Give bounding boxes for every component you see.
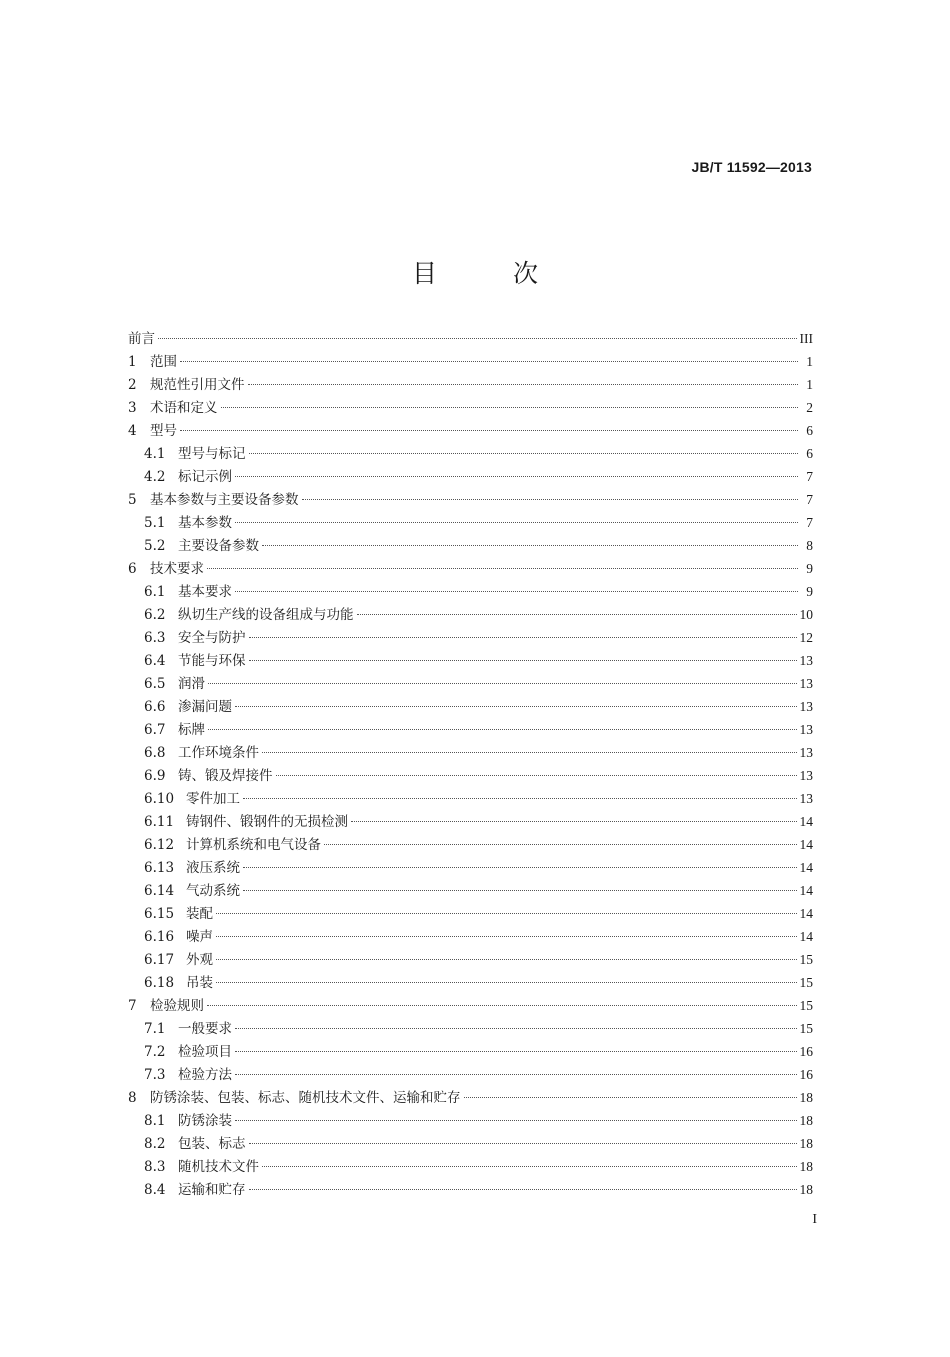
toc-entry-page: 15 (799, 1021, 813, 1036)
toc-entry-number: 6.1 (144, 584, 166, 600)
toc-entry-label: 术语和定义 (150, 400, 218, 416)
toc-entry-number: 5.2 (144, 538, 166, 554)
toc-entry-page: 7 (806, 469, 813, 484)
page-title: 目 次 (412, 259, 572, 288)
toc-entry-number: 3 (128, 400, 137, 416)
toc-entry[interactable] (128, 1109, 813, 1132)
dot-leader (208, 729, 797, 730)
table-of-contents (128, 327, 813, 1201)
toc-entry[interactable] (128, 396, 813, 419)
dot-leader (216, 913, 797, 914)
toc-entry[interactable] (128, 488, 813, 511)
toc-entry[interactable] (128, 741, 813, 764)
dot-leader (249, 453, 799, 454)
toc-entry-label: 液压系统 (186, 860, 240, 876)
toc-entry-number: 8 (128, 1090, 137, 1106)
toc-entry-page: 13 (799, 791, 813, 806)
toc-entry-page: 7 (806, 515, 813, 530)
toc-entry[interactable] (128, 350, 813, 373)
toc-entry-label: 防锈涂装 (178, 1113, 232, 1129)
toc-entry[interactable] (128, 925, 813, 948)
dot-leader (243, 867, 797, 868)
toc-entry-number: 4 (128, 423, 137, 439)
dot-leader (216, 936, 797, 937)
toc-entry[interactable] (128, 1017, 813, 1040)
toc-entry-number: 8.1 (144, 1113, 166, 1129)
toc-entry[interactable] (128, 764, 813, 787)
toc-entry[interactable] (128, 695, 813, 718)
toc-entry-page: 18 (799, 1136, 813, 1151)
toc-entry-page: 15 (799, 952, 813, 967)
toc-entry-page: 1 (806, 354, 813, 369)
toc-entry[interactable] (128, 649, 813, 672)
dot-leader (216, 982, 797, 983)
toc-entry[interactable] (128, 971, 813, 994)
toc-entry-number: 6.12 (144, 837, 175, 853)
toc-entry[interactable] (128, 994, 813, 1017)
toc-entry-page: 10 (799, 607, 813, 622)
toc-entry-label: 基本要求 (178, 584, 232, 600)
toc-entry-page: 7 (806, 492, 813, 507)
toc-entry[interactable] (128, 419, 813, 442)
toc-entry-label: 检验规则 (150, 998, 204, 1014)
toc-entry-label: 外观 (186, 952, 213, 968)
toc-entry-page: 13 (799, 653, 813, 668)
toc-entry-label: 基本参数 (178, 515, 232, 531)
toc-entry-label: 铸、锻及焊接件 (178, 768, 273, 784)
toc-entry-label: 铸钢件、锻钢件的无损检测 (186, 814, 348, 830)
toc-entry-number: 4.2 (144, 469, 166, 485)
toc-entry-label: 纵切生产线的设备组成与功能 (178, 607, 354, 623)
toc-entry[interactable] (128, 948, 813, 971)
toc-entry-label: 气动系统 (186, 883, 240, 899)
toc-entry-number: 6.4 (144, 653, 166, 669)
toc-entry-label: 范围 (150, 354, 177, 370)
toc-entry[interactable] (128, 1040, 813, 1063)
toc-entry-number: 8.3 (144, 1159, 166, 1175)
toc-entry-number: 6.6 (144, 699, 166, 715)
toc-entry-number: 6.8 (144, 745, 166, 761)
toc-entry-number: 6 (128, 561, 137, 577)
page-folio: I (812, 1212, 817, 1227)
toc-entry-number: 5 (128, 492, 137, 508)
toc-entry-label: 随机技术文件 (178, 1159, 259, 1175)
toc-entry-label: 型号与标记 (178, 446, 246, 462)
toc-entry-page: 13 (799, 722, 813, 737)
dot-leader (235, 522, 798, 523)
toc-entry-page: 15 (799, 998, 813, 1013)
dot-leader (235, 591, 798, 592)
toc-entry-number: 6.16 (144, 929, 175, 945)
dot-leader (262, 1166, 797, 1167)
toc-entry-number: 6.5 (144, 676, 166, 692)
toc-entry-page: 18 (799, 1159, 813, 1174)
dot-leader (207, 568, 798, 569)
toc-entry-page: 8 (806, 538, 813, 553)
toc-entry-label: 润滑 (178, 676, 205, 692)
toc-entry-number: 8.2 (144, 1136, 166, 1152)
toc-entry-page: 13 (799, 699, 813, 714)
toc-entry-label: 型号 (150, 423, 177, 439)
toc-entry-number: 6.10 (144, 791, 175, 807)
toc-entry-label: 运输和贮存 (178, 1182, 246, 1198)
toc-entry[interactable] (128, 442, 813, 465)
toc-entry-page: 16 (799, 1067, 813, 1082)
toc-entry-label: 技术要求 (150, 561, 204, 577)
toc-entry[interactable] (128, 833, 813, 856)
toc-entry-page: 18 (799, 1090, 813, 1105)
toc-entry-label: 噪声 (186, 929, 213, 945)
toc-entry-label: 安全与防护 (178, 630, 246, 646)
toc-entry-page: 15 (799, 975, 813, 990)
toc-entry-label: 防锈涂装、包装、标志、随机技术文件、运输和贮存 (150, 1090, 461, 1106)
dot-leader (249, 637, 797, 638)
dot-leader (248, 384, 799, 385)
dot-leader (249, 660, 797, 661)
toc-entry-page: 14 (799, 814, 813, 829)
toc-entry-number: 8.4 (144, 1182, 166, 1198)
toc-entry-label: 吊装 (186, 975, 213, 991)
toc-entry[interactable] (128, 580, 813, 603)
dot-leader (180, 361, 798, 362)
dot-leader (357, 614, 797, 615)
toc-entry-label: 装配 (186, 906, 213, 922)
toc-entry[interactable] (128, 902, 813, 925)
toc-entry-label: 包装、标志 (178, 1136, 246, 1152)
toc-entry-number: 5.1 (144, 515, 166, 531)
dot-leader (235, 1028, 797, 1029)
toc-entry-label: 节能与环保 (178, 653, 246, 669)
toc-entry[interactable] (128, 373, 813, 396)
dot-leader (180, 430, 798, 431)
toc-entry[interactable] (128, 879, 813, 902)
toc-entry-page: 2 (806, 400, 813, 415)
dot-leader (221, 407, 799, 408)
toc-entry[interactable] (128, 1063, 813, 1086)
toc-entry-number: 7.3 (144, 1067, 166, 1083)
toc-entry-page: 14 (799, 860, 813, 875)
dot-leader (302, 499, 799, 500)
toc-entry-page: III (799, 331, 813, 346)
toc-entry-label: 计算机系统和电气设备 (186, 837, 321, 853)
dot-leader (235, 1120, 797, 1121)
toc-entry-label: 工作环境条件 (178, 745, 259, 761)
toc-entry-page: 14 (799, 906, 813, 921)
toc-entry-page: 16 (799, 1044, 813, 1059)
toc-entry[interactable] (128, 787, 813, 810)
toc-entry-page: 14 (799, 837, 813, 852)
dot-leader (262, 545, 798, 546)
toc-entry[interactable] (128, 1178, 813, 1201)
dot-leader (158, 338, 797, 339)
toc-entry-number: 6.15 (144, 906, 175, 922)
toc-entry-number: 7.2 (144, 1044, 166, 1060)
toc-entry[interactable] (128, 856, 813, 879)
toc-entry-page: 9 (806, 561, 813, 576)
dot-leader (324, 844, 797, 845)
dot-leader (235, 476, 798, 477)
document-code: JB/T 11592—2013 (691, 159, 812, 175)
toc-entry[interactable] (128, 603, 813, 626)
dot-leader (276, 775, 797, 776)
toc-entry-page: 13 (799, 676, 813, 691)
toc-entry-page: 14 (799, 883, 813, 898)
toc-entry-number: 6.11 (144, 814, 175, 830)
toc-entry-page: 12 (799, 630, 813, 645)
toc-entry-label: 标牌 (178, 722, 205, 738)
dot-leader (351, 821, 797, 822)
toc-entry-label: 主要设备参数 (178, 538, 259, 554)
toc-entry-label: 检验方法 (178, 1067, 232, 1083)
dot-leader (243, 798, 797, 799)
toc-entry-number: 6.3 (144, 630, 166, 646)
toc-entry-number: 2 (128, 377, 137, 393)
toc-entry-label: 检验项目 (178, 1044, 232, 1060)
toc-entry-page: 13 (799, 745, 813, 760)
toc-entry-number: 7.1 (144, 1021, 166, 1037)
toc-entry-label: 基本参数与主要设备参数 (150, 492, 299, 508)
toc-entry[interactable] (128, 1086, 813, 1109)
toc-entry-number: 6.14 (144, 883, 175, 899)
dot-leader (235, 1074, 797, 1075)
dot-leader (207, 1005, 797, 1006)
toc-entry-page: 18 (799, 1182, 813, 1197)
toc-entry-label: 规范性引用文件 (150, 377, 245, 393)
dot-leader (262, 752, 797, 753)
toc-entry-number: 7 (128, 998, 137, 1014)
toc-entry[interactable] (128, 1132, 813, 1155)
dot-leader (208, 683, 797, 684)
toc-entry-number: 6.2 (144, 607, 166, 623)
toc-entry-page: 13 (799, 768, 813, 783)
toc-entry-number: 4.1 (144, 446, 166, 462)
toc-entry-label: 前言 (128, 331, 155, 347)
toc-entry-label: 标记示例 (178, 469, 232, 485)
dot-leader (249, 1189, 797, 1190)
toc-entry-label: 一般要求 (178, 1021, 232, 1037)
toc-entry[interactable] (128, 672, 813, 695)
dot-leader (464, 1097, 797, 1098)
toc-entry[interactable] (128, 534, 813, 557)
dot-leader (243, 890, 797, 891)
toc-entry-number: 6.13 (144, 860, 175, 876)
toc-entry-page: 9 (806, 584, 813, 599)
toc-entry[interactable] (128, 327, 813, 350)
toc-entry[interactable] (128, 557, 813, 580)
toc-entry-label: 渗漏问题 (178, 699, 232, 715)
toc-entry[interactable] (128, 511, 813, 534)
toc-entry-page: 6 (806, 423, 813, 438)
toc-entry-page: 6 (806, 446, 813, 461)
toc-entry-label: 零件加工 (186, 791, 240, 807)
dot-leader (216, 959, 797, 960)
toc-entry[interactable] (128, 465, 813, 488)
toc-entry-number: 6.7 (144, 722, 166, 738)
toc-entry-page: 14 (799, 929, 813, 944)
toc-entry-number: 6.9 (144, 768, 166, 784)
toc-entry[interactable] (128, 626, 813, 649)
toc-entry[interactable] (128, 718, 813, 741)
toc-entry-number: 1 (128, 354, 137, 370)
toc-entry-page: 18 (799, 1113, 813, 1128)
dot-leader (235, 706, 797, 707)
dot-leader (235, 1051, 797, 1052)
toc-entry[interactable] (128, 810, 813, 833)
toc-entry-page: 1 (806, 377, 813, 392)
dot-leader (249, 1143, 797, 1144)
toc-entry[interactable] (128, 1155, 813, 1178)
toc-entry-number: 6.17 (144, 952, 175, 968)
toc-entry-number: 6.18 (144, 975, 175, 991)
